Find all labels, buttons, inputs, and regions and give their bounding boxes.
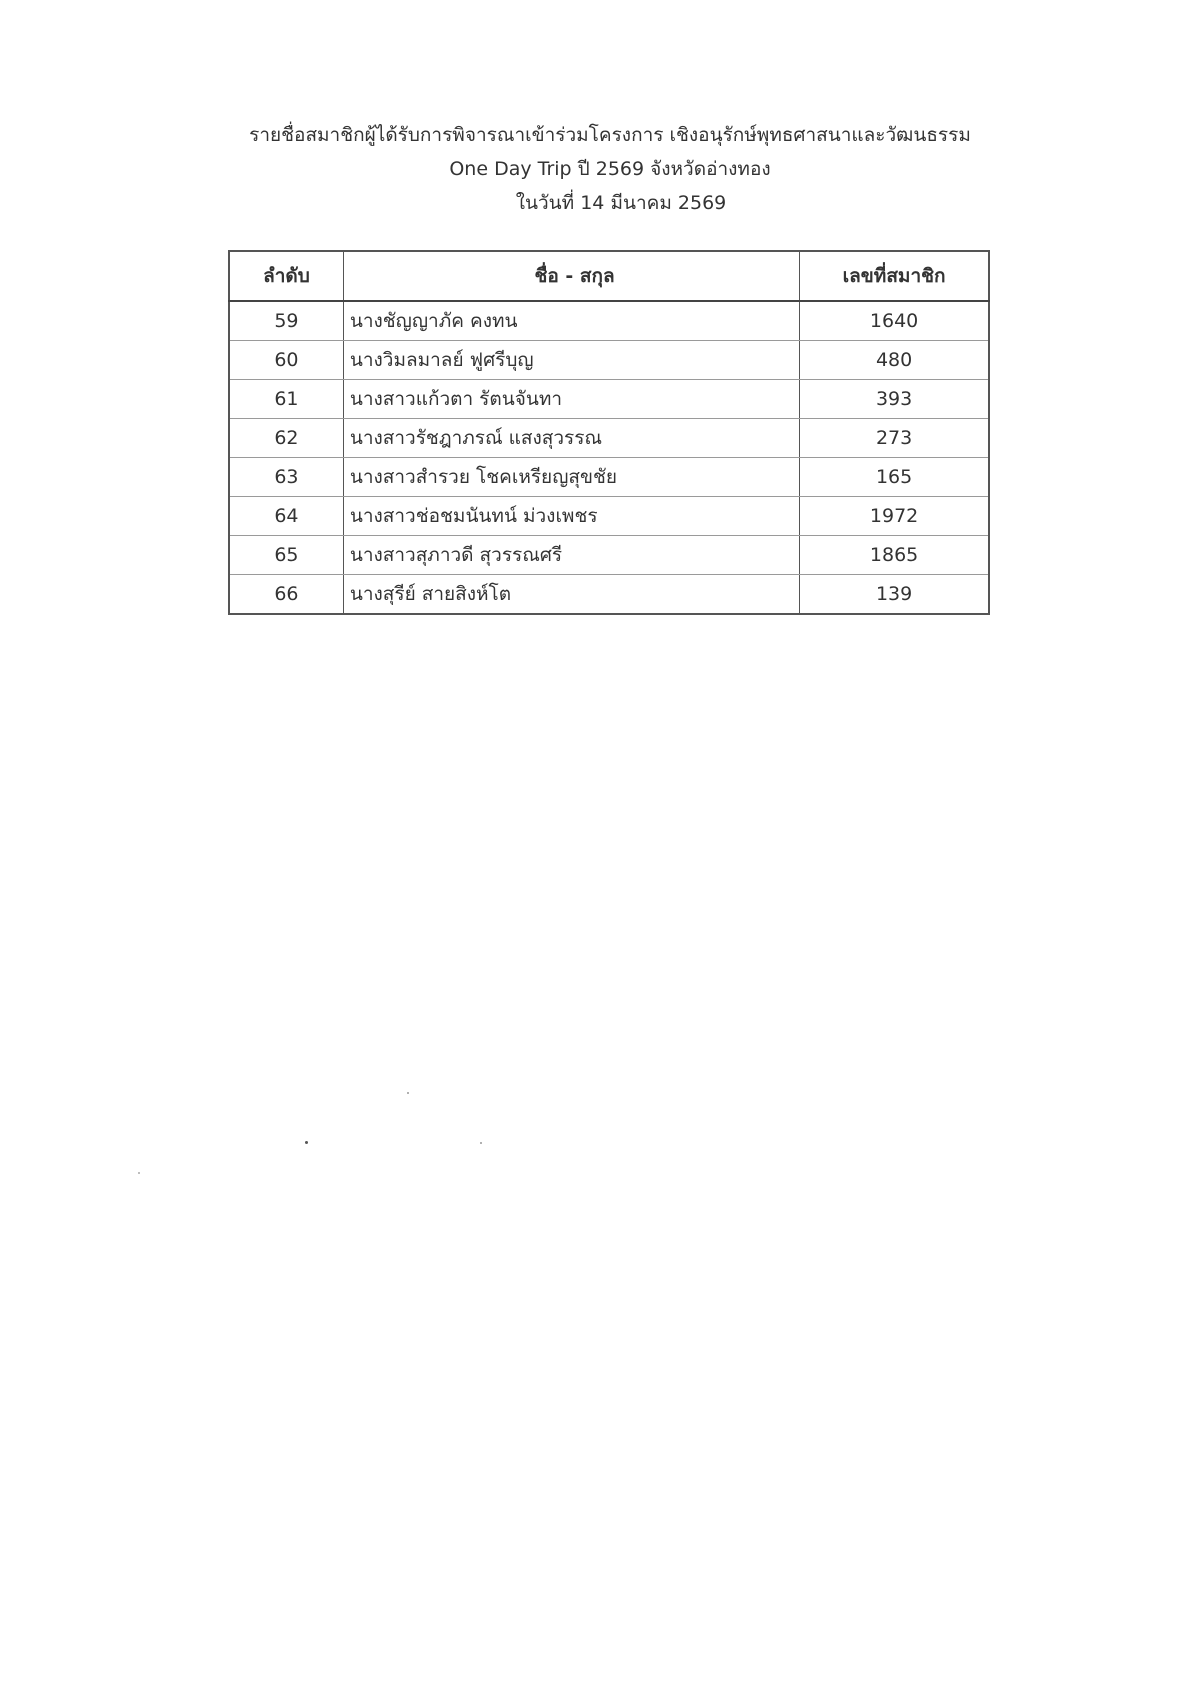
row-name: นางสาวสำรวย โชคเหรียญสุขชัย xyxy=(343,458,799,497)
header-title: รายชื่อสมาชิกผู้ได้รับการพิจารณาเข้าร่วมโครงการ เชิงอนุรักษ์พุทธศาสนาและวัฒนธรรม xyxy=(249,124,971,146)
table-row xyxy=(229,419,989,458)
table-row xyxy=(229,301,989,341)
row-name: นางสาวสุภาวดี สุวรรณศรี xyxy=(343,536,799,575)
document-header xyxy=(0,118,1200,220)
scan-speck xyxy=(480,1142,482,1144)
column-header-name: ชื่อ - สกุล xyxy=(343,251,799,301)
member-table xyxy=(228,250,990,615)
scan-speck xyxy=(138,1172,140,1174)
row-order: 62 xyxy=(229,419,343,458)
row-member-no: 1640 xyxy=(800,301,989,341)
column-header-member-no: เลขที่สมาชิก xyxy=(800,251,989,301)
row-member-no: 1972 xyxy=(800,497,989,536)
row-name: นางสุรีย์ สายสิงห์โต xyxy=(343,575,799,615)
row-name: นางสาวช่อชมนันทน์ ม่วงเพชร xyxy=(343,497,799,536)
row-order: 59 xyxy=(229,301,343,341)
row-member-no: 1865 xyxy=(800,536,989,575)
table-row xyxy=(229,380,989,419)
row-member-no: 139 xyxy=(800,575,989,615)
row-order: 65 xyxy=(229,536,343,575)
row-order: 61 xyxy=(229,380,343,419)
row-name: นางสาวรัชฎาภรณ์ แสงสุวรรณ xyxy=(343,419,799,458)
table-header-row xyxy=(229,251,989,301)
table-row xyxy=(229,458,989,497)
header-project-year: One Day Trip ปี 2569 จังหวัดอ่างทอง xyxy=(449,158,771,180)
row-member-no: 273 xyxy=(800,419,989,458)
column-header-order: ลำดับ xyxy=(229,251,343,301)
header-date: ในวันที่ 14 มีนาคม 2569 xyxy=(515,192,727,214)
row-member-no: 480 xyxy=(800,341,989,380)
row-name: นางวิมลมาลย์ ฟูศรีบุญ xyxy=(343,341,799,380)
row-order: 64 xyxy=(229,497,343,536)
table-row xyxy=(229,575,989,615)
row-order: 63 xyxy=(229,458,343,497)
row-order: 60 xyxy=(229,341,343,380)
row-name: นางชัญญาภัค คงทน xyxy=(343,301,799,341)
row-name: นางสาวแก้วตา รัตนจันทา xyxy=(343,380,799,419)
row-member-no: 393 xyxy=(800,380,989,419)
table-row xyxy=(229,341,989,380)
table-row xyxy=(229,536,989,575)
row-order: 66 xyxy=(229,575,343,615)
scan-speck xyxy=(407,1092,409,1094)
table-row xyxy=(229,497,989,536)
row-member-no: 165 xyxy=(800,458,989,497)
scan-speck xyxy=(305,1141,308,1144)
